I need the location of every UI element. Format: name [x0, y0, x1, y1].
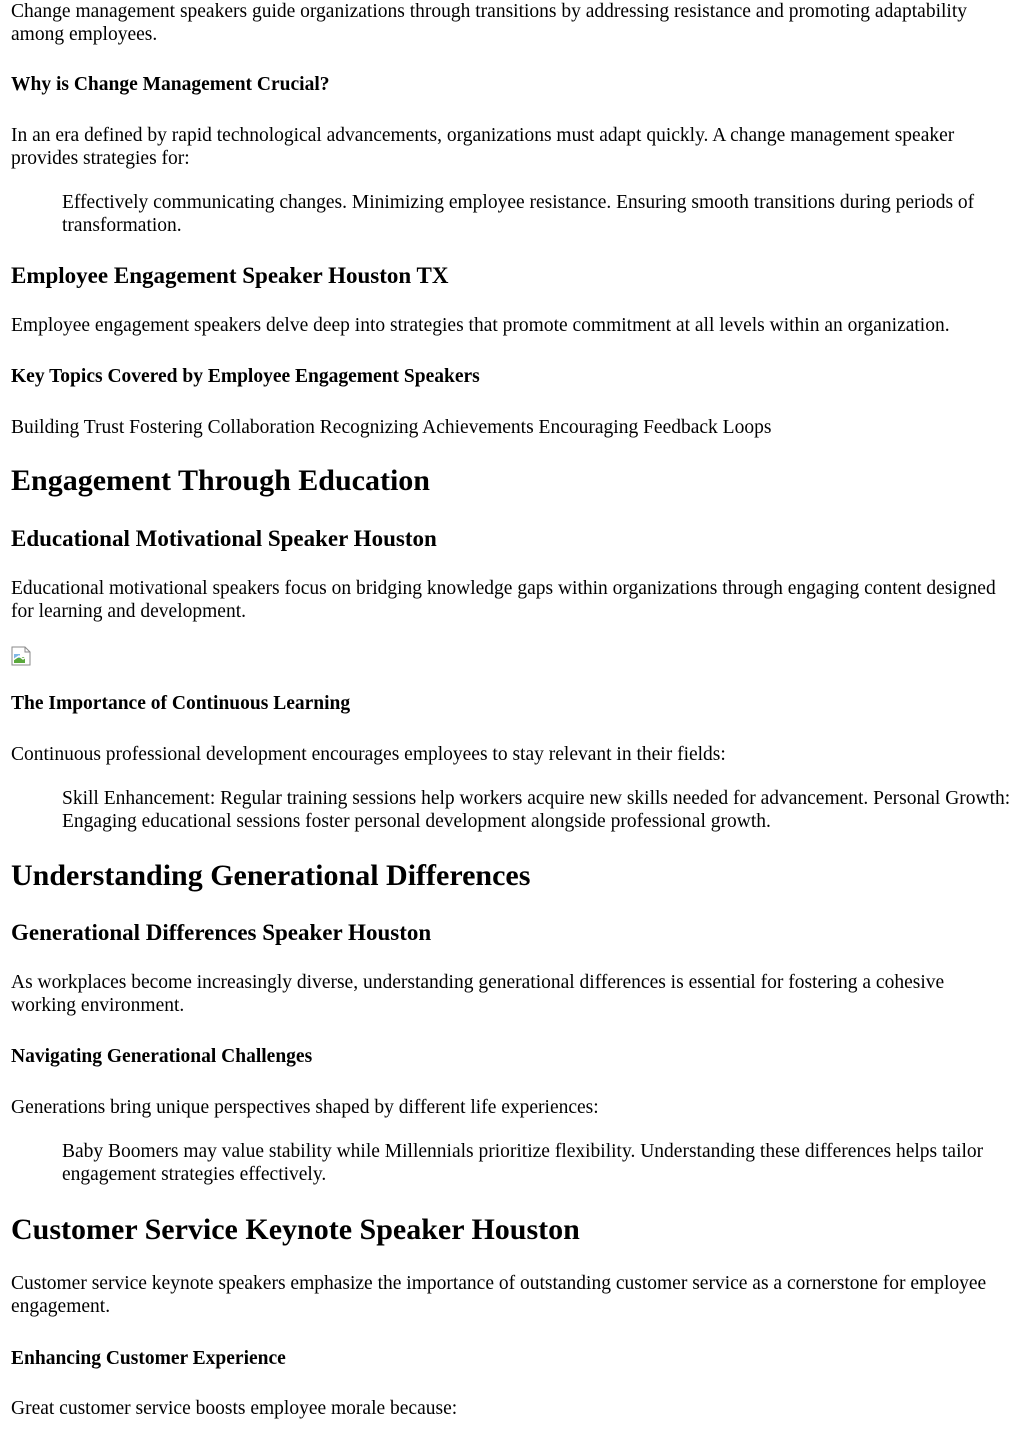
- paragraph-generations-bring: Generations bring unique perspectives shaped by different life experiences:: [11, 1097, 599, 1118]
- heading-customer-experience: Enhancing Customer Experience: [11, 1348, 286, 1369]
- heading-customer-service: Customer Service Keynote Speaker Houston: [11, 1213, 580, 1246]
- paragraph-intro: Change management speakers guide organizations through transitions by addressing resistance and promoting adaptability among employees.: [11, 1, 967, 45]
- heading-why-change-management: Why is Change Management Crucial?: [11, 74, 330, 95]
- heading-educational-speaker: Educational Motivational Speaker Houston: [11, 526, 437, 551]
- paragraph-continuous-learning: Continuous professional development encourages employees to stay relevant in their fields:: [11, 744, 726, 765]
- paragraph-era: In an era defined by rapid technological advancements, organizations must adapt quickly. A change management speaker provides strategies for:: [11, 125, 955, 169]
- paragraph-customer-service: Customer service keynote speakers emphasize the importance of outstanding customer service as a cornerstone for employee engagement.: [11, 1273, 987, 1317]
- blockquote-skill-growth: Skill Enhancement: Regular training sessions help workers acquire new skills needed for advancement. Personal Growth: Engaging educational sessions foster personal development alongside professional growth.: [62, 788, 1011, 832]
- paragraph-employee-engagement: Employee engagement speakers delve deep into strategies that promote commitment at all levels within an organization.: [11, 315, 950, 336]
- heading-generational-speaker: Generational Differences Speaker Houston: [11, 920, 432, 945]
- heading-key-topics: Key Topics Covered by Employee Engagement Speakers: [11, 366, 480, 387]
- heading-generational-differences: Understanding Generational Differences: [11, 859, 531, 892]
- paragraph-educational-speaker: Educational motivational speakers focus on bridging knowledge gaps within organizations through engaging content designed for learning and development.: [11, 578, 996, 622]
- heading-engagement-through-education: Engagement Through Education: [11, 464, 430, 497]
- paragraph-generational-speaker: As workplaces become increasingly diverse, understanding generational differences is essential for fostering a cohesive working environment.: [11, 972, 945, 1016]
- broken-image-icon: [11, 646, 31, 666]
- blockquote-boomers-millennials: Baby Boomers may value stability while Millennials prioritize flexibility. Understanding these differences helps tailor engagement strategies effectively.: [62, 1141, 984, 1185]
- paragraph-great-service: Great customer service boosts employee morale because:: [11, 1398, 458, 1419]
- paragraph-key-topics: Building Trust Fostering Collaboration Recognizing Achievements Encouraging Feedback Loops: [11, 417, 772, 438]
- heading-generational-challenges: Navigating Generational Challenges: [11, 1046, 313, 1067]
- blockquote-change-strategies: Effectively communicating changes. Minimizing employee resistance. Ensuring smooth transitions during periods of transformation.: [62, 192, 975, 236]
- heading-employee-engagement: Employee Engagement Speaker Houston TX: [11, 263, 449, 288]
- heading-continuous-learning: The Importance of Continuous Learning: [11, 693, 351, 714]
